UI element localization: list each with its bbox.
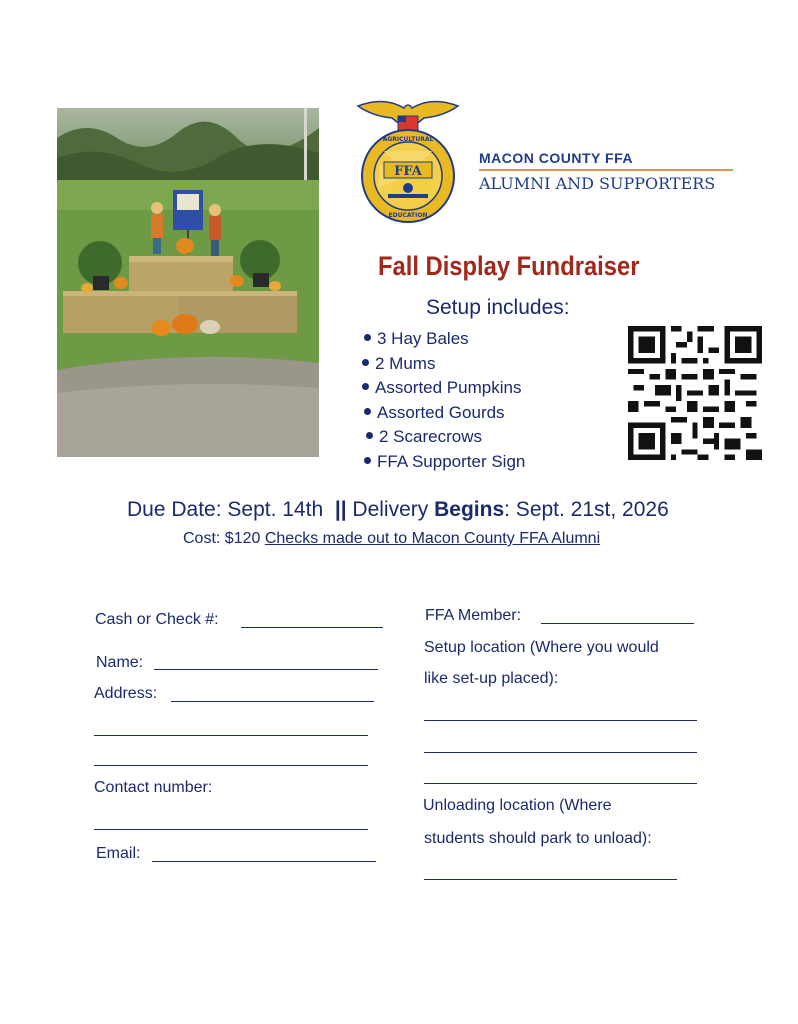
contact-field[interactable] <box>94 829 368 830</box>
dates-line <box>127 498 669 522</box>
bullet-icon <box>362 383 369 390</box>
emblem-top-text: AGRICULTURAL <box>382 136 434 143</box>
name-label: Name: <box>96 654 144 671</box>
name-field[interactable] <box>154 669 378 670</box>
ffa-member-field[interactable] <box>541 623 694 624</box>
setup-item: Assorted Gourds <box>360 401 525 426</box>
bullet-icon <box>362 359 369 366</box>
cost-line <box>183 530 600 548</box>
date-separator: || <box>334 498 347 521</box>
setup-heading: Setup includes: <box>426 296 570 319</box>
begins-word: Begins <box>434 498 505 521</box>
bullet-icon <box>364 457 371 464</box>
setup-item: Assorted Pumpkins <box>360 376 525 401</box>
ffa-member-label: FFA Member: <box>425 607 522 624</box>
unloading-location-field[interactable] <box>424 879 677 880</box>
emblem-center-text: FFA <box>394 164 422 179</box>
bullet-icon <box>364 334 371 341</box>
emblem-bottom-text: EDUCATION <box>388 212 428 219</box>
org-name-line2: ALUMNI AND SUPPORTERS <box>479 174 716 193</box>
unloading-location-label: Unloading location (Where <box>423 797 612 814</box>
email-field[interactable] <box>152 861 376 862</box>
org-name-line1: MACON COUNTY FFA <box>479 150 633 166</box>
contact-label: Contact number: <box>94 779 213 796</box>
bullet-icon <box>364 408 371 415</box>
unloading-location-label-2: students should park to unload): <box>424 830 652 847</box>
setup-item: FFA Supporter Sign <box>360 450 525 475</box>
due-date: Due Date: Sept. 14th <box>127 498 324 521</box>
setup-location-field[interactable] <box>424 720 697 721</box>
setup-item: 2 Scarecrows <box>360 425 525 450</box>
fall-display-photo <box>57 108 319 457</box>
setup-list <box>360 327 525 475</box>
email-label: Email: <box>96 845 141 862</box>
checks-note: Checks made out to Macon County FFA Alumni <box>264 530 601 547</box>
ffa-emblem-logo <box>354 96 462 226</box>
page-title: Fall Display Fundraiser <box>378 251 640 281</box>
setup-item: 3 Hay Bales <box>360 327 525 352</box>
setup-location-field-2[interactable] <box>424 752 697 753</box>
cash-check-field[interactable] <box>241 627 383 628</box>
bullet-icon <box>366 432 373 439</box>
address-field-line3[interactable] <box>94 765 368 766</box>
setup-location-label-2: like set-up placed): <box>424 670 559 687</box>
setup-item: 2 Mums <box>360 352 525 377</box>
setup-location-label: Setup location (Where you would <box>424 639 659 656</box>
delivery-date: : Sept. 21st, 2026 <box>504 498 669 521</box>
address-field[interactable] <box>171 701 374 702</box>
cost-label: Cost: $120 <box>183 530 261 547</box>
org-divider <box>479 169 733 171</box>
delivery-word: Delivery <box>352 498 429 521</box>
address-label: Address: <box>94 685 158 702</box>
cash-check-label: Cash or Check #: <box>95 611 219 628</box>
qr-code-icon[interactable] <box>628 326 762 460</box>
setup-location-field-3[interactable] <box>424 783 697 784</box>
address-field-line2[interactable] <box>94 735 368 736</box>
